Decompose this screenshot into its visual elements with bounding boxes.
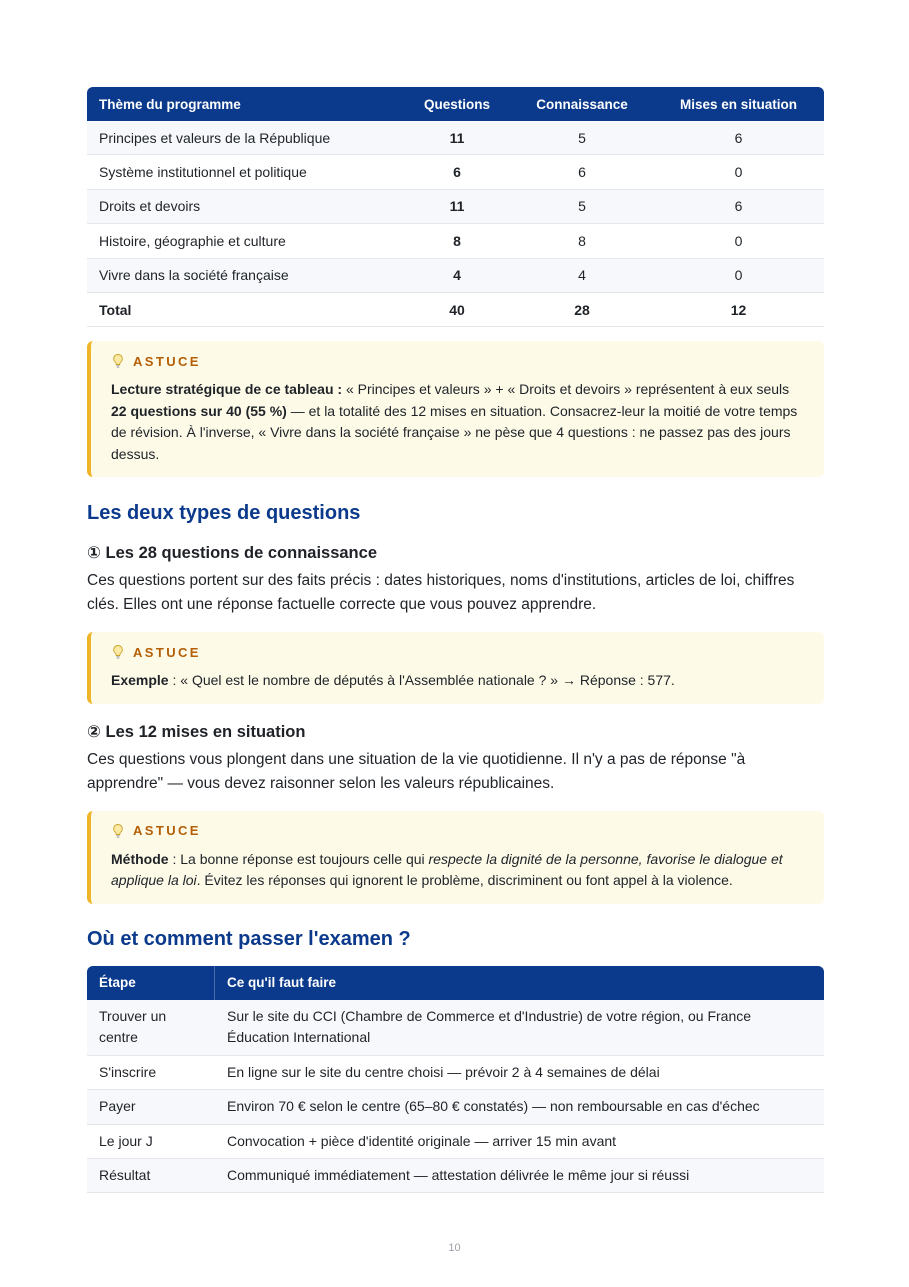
situation-cell: 0 (653, 224, 824, 258)
lightbulb-icon (111, 644, 125, 660)
themes-table (87, 87, 824, 327)
questions-cell: 8 (403, 224, 511, 258)
lightbulb-icon (111, 823, 125, 839)
step-cell: Le jour J (87, 1125, 215, 1159)
table-row (87, 1056, 824, 1090)
step-cell: S'inscrire (87, 1056, 215, 1090)
total-questions: 40 (403, 293, 511, 327)
total-connaissance: 28 (511, 293, 653, 327)
tip-box-example (87, 632, 824, 704)
total-label: Total (87, 293, 403, 327)
table-row (87, 224, 824, 258)
page-content (87, 87, 824, 1193)
header-mises-en-situation: Mises en situation (653, 87, 824, 121)
theme-cell: Histoire, géographie et culture (87, 224, 403, 258)
questions-cell: 11 (403, 121, 511, 155)
questions-cell: 6 (403, 155, 511, 189)
total-situation: 12 (653, 293, 824, 327)
table-row (87, 190, 824, 224)
step-cell: Trouver un centre (87, 1000, 215, 1056)
situation-cell: 6 (653, 190, 824, 224)
lightbulb-icon (111, 353, 125, 369)
table-row (87, 1125, 824, 1159)
table-row (87, 1000, 824, 1056)
step-cell: Payer (87, 1090, 215, 1124)
themes-table-header (87, 87, 824, 121)
tip-text: Lecture stratégique de ce tableau : « Principes et valeurs » + « Droits et devoirs » représentent à eux seuls 22 questions sur 40 (55 %) — et la totalité des 12 mises en situation. Consacrez-leur la moitié de votre temps de révision. À l'inverse, « Vivre dans la société française » ne pèse que 4 questions : ne passez pas des jours dessus. (111, 381, 798, 462)
paragraph-situations: Ces questions vous plongent dans une situation de la vie quotidienne. Il n'y a pas de réponse "à apprendre" — vous devez raisonner selon les valeurs républicaines. (87, 750, 746, 792)
section-title-exam: Où et comment passer l'examen ? (87, 927, 411, 950)
connaissance-cell: 5 (511, 190, 653, 224)
questions-cell: 4 (403, 259, 511, 293)
connaissance-cell: 8 (511, 224, 653, 258)
table-row (87, 259, 824, 293)
header-questions: Questions (403, 87, 511, 121)
table-row (87, 121, 824, 155)
tip-text: Exemple : « Quel est le nombre de députés à l'Assemblée nationale ? » → Réponse : 577. (111, 672, 675, 689)
header-connaissance: Connaissance (511, 87, 653, 121)
subsection-title-situations: ② Les 12 mises en situation (87, 722, 306, 741)
tip-box-method (87, 811, 824, 904)
connaissance-cell: 5 (511, 121, 653, 155)
situation-cell: 6 (653, 121, 824, 155)
theme-cell: Principes et valeurs de la République (87, 121, 403, 155)
tip-title: ASTUCE (133, 353, 201, 369)
situation-cell: 0 (653, 155, 824, 189)
table-row (87, 1090, 824, 1124)
action-cell: Sur le site du CCI (Chambre de Commerce et d'Industrie) de votre région, ou France Éducation International (215, 1000, 824, 1056)
action-cell: Environ 70 € selon le centre (65–80 € constatés) — non remboursable en cas d'échec (215, 1090, 824, 1124)
theme-cell: Droits et devoirs (87, 190, 403, 224)
action-cell: En ligne sur le site du centre choisi — prévoir 2 à 4 semaines de délai (215, 1056, 824, 1090)
table-row (87, 1159, 824, 1193)
page-number: 10 (448, 1242, 461, 1254)
section-title-question-types: Les deux types de questions (87, 502, 361, 525)
theme-cell: Vivre dans la société française (87, 259, 403, 293)
situation-cell: 0 (653, 259, 824, 293)
header-actions: Ce qu'il faut faire (215, 966, 824, 1000)
total-row (87, 293, 824, 327)
connaissance-cell: 6 (511, 155, 653, 189)
connaissance-cell: 4 (511, 259, 653, 293)
action-cell: Convocation + pièce d'identité originale — arriver 15 min avant (215, 1125, 824, 1159)
exam-steps-table (87, 966, 824, 1194)
tip-title: ASTUCE (133, 644, 201, 660)
tip-title: ASTUCE (133, 823, 201, 839)
action-cell: Communiqué immédiatement — attestation délivrée le même jour si réussi (215, 1159, 824, 1193)
table-row (87, 155, 824, 189)
header-theme: Thème du programme (87, 87, 403, 121)
step-cell: Résultat (87, 1159, 215, 1193)
header-etape: Étape (87, 966, 215, 1000)
exam-table-header (87, 966, 824, 1000)
tip-box-strategy (87, 341, 824, 477)
theme-cell: Système institutionnel et politique (87, 155, 403, 189)
tip-text: Méthode : La bonne réponse est toujours celle qui respecte la dignité de la personne, favorise le dialogue et applique la loi. Évitez les réponses qui ignorent le problème, discriminent ou font appel à la violence. (111, 850, 783, 889)
questions-cell: 11 (403, 190, 511, 224)
subsection-title-knowledge: ① Les 28 questions de connaissance (87, 544, 377, 563)
paragraph-knowledge: Ces questions portent sur des faits précis : dates historiques, noms d'institutions, articles de loi, chiffres clés. Elles ont une réponse factuelle correcte que vous pouvez apprendre. (87, 572, 795, 614)
